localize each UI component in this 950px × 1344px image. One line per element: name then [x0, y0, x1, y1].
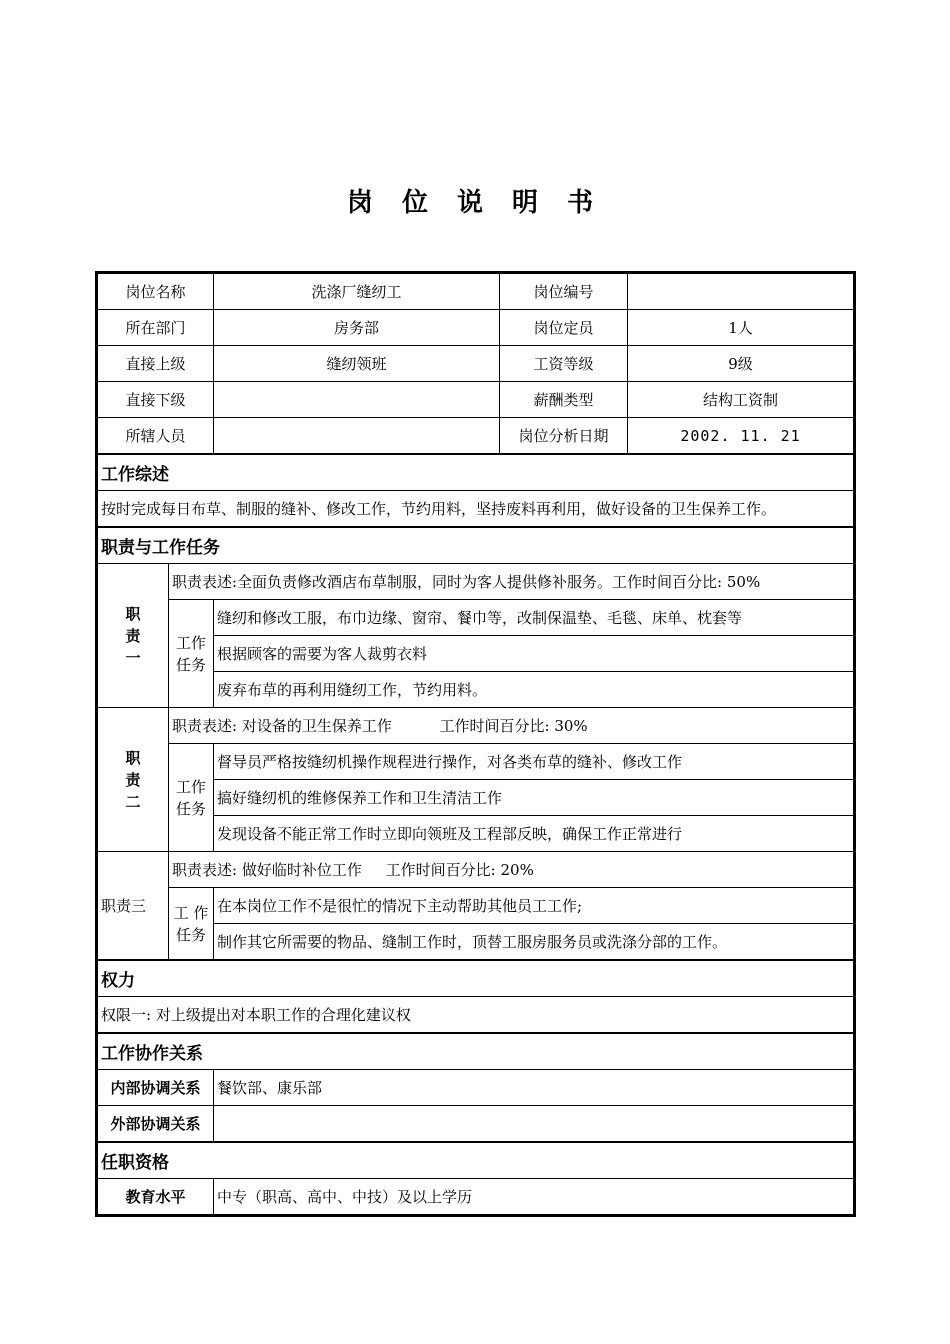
external-relations-value [214, 1106, 854, 1143]
duty1-desc: 职责表述:全面负责修改酒店布草制服，同时为客人提供修补服务。工作时间百分比: 50% [169, 564, 854, 600]
dept-label: 所在部门 [98, 310, 214, 346]
row-dept [98, 310, 854, 346]
internal-relations-label: 内部协调关系 [98, 1070, 214, 1106]
summary-heading: 工作综述 [98, 454, 854, 491]
external-relations-label: 外部协调关系 [98, 1106, 214, 1143]
duty2-task-label: 工作 任务 [169, 744, 214, 852]
internal-relations-value: 餐饮部、康乐部 [214, 1070, 854, 1106]
pay-type-label: 薪酬类型 [500, 382, 628, 418]
post-name-value: 洗涤厂缝纫工 [214, 274, 500, 310]
duty2-task: 搞好缝纫机的维修保养工作和卫生清洁工作 [214, 780, 854, 816]
duty3-task: 在本岗位工作不是很忙的情况下主动帮助其他员工工作; [214, 888, 854, 924]
duty3-desc-row [98, 852, 854, 888]
duty3-desc: 职责表述: 做好临时补位工作 工作时间百分比: 20% [169, 852, 854, 888]
superior-label: 直接上级 [98, 346, 214, 382]
quota-label: 岗位定员 [500, 310, 628, 346]
duty3-task: 制作其它所需要的物品、缝制工作时，顶替工服房服务员或洗涤分部的工作。 [214, 924, 854, 961]
staff-label: 所辖人员 [98, 418, 214, 455]
post-no-value [628, 274, 854, 310]
row-post-name [98, 274, 854, 310]
duty1-task: 根据顾客的需要为客人裁剪衣料 [214, 636, 854, 672]
row-superior [98, 346, 854, 382]
subordinate-value [214, 382, 500, 418]
education-row [98, 1179, 854, 1215]
date-value: 2002. 11. 21 [628, 418, 854, 455]
grade-label: 工资等级 [500, 346, 628, 382]
duty1-label: 职 责 一 [98, 564, 169, 708]
row-staff [98, 418, 854, 455]
summary-text: 按时完成每日布草、制服的缝补、修改工作，节约用料，坚持废料再利用，做好设备的卫生保养工作。 [98, 491, 854, 528]
date-label: 岗位分析日期 [500, 418, 628, 455]
duty2-desc-row [98, 708, 854, 744]
duty1-desc-row [98, 564, 854, 600]
education-value: 中专（职高、高中、中技）及以上学历 [214, 1179, 854, 1215]
staff-value [214, 418, 500, 455]
duty2-desc: 职责表述: 对设备的卫生保养工作 工作时间百分比: 30% [169, 708, 854, 744]
dept-value: 房务部 [214, 310, 500, 346]
quota-value: 1人 [628, 310, 854, 346]
authority-item: 权限一: 对上级提出对本职工作的合理化建议权 [98, 997, 854, 1034]
row-subordinate [98, 382, 854, 418]
authority-heading: 权力 [98, 960, 854, 997]
page-title: 岗 位 说 明 书 [346, 188, 604, 218]
duty1-task-row [98, 600, 854, 636]
duty2-task: 发现设备不能正常工作时立即向领班及工程部反映，确保工作正常进行 [214, 816, 854, 852]
duty1-task: 废弃布草的再利用缝纫工作，节约用料。 [214, 672, 854, 708]
relations-heading: 工作协作关系 [98, 1033, 854, 1070]
post-name-label: 岗位名称 [98, 274, 214, 310]
duty2-task: 督导员严格按缝纫机操作规程进行操作，对各类布草的缝补、修改工作 [214, 744, 854, 780]
duty3-task-row [98, 888, 854, 924]
superior-value: 缝纫领班 [214, 346, 500, 382]
grade-value: 9级 [628, 346, 854, 382]
duty3-label: 职责三 [98, 852, 169, 961]
pay-type-value: 结构工资制 [628, 382, 854, 418]
duty1-task-label: 工作 任务 [169, 600, 214, 708]
duty3-task-label: 工 作 任务 [169, 888, 214, 961]
duty2-label: 职 责 二 [98, 708, 169, 852]
duty2-task-row [98, 744, 854, 780]
qualifications-heading: 任职资格 [98, 1142, 854, 1179]
duties-heading: 职责与工作任务 [98, 527, 854, 564]
job-description-table [97, 273, 854, 1215]
duty1-task: 缝纫和修改工服，布巾边缘、窗帘、餐巾等，改制保温垫、毛毯、床单、枕套等 [214, 600, 854, 636]
post-no-label: 岗位编号 [500, 274, 628, 310]
internal-relations-row [98, 1070, 854, 1106]
education-label: 教育水平 [98, 1179, 214, 1215]
external-relations-row [98, 1106, 854, 1143]
subordinate-label: 直接下级 [98, 382, 214, 418]
